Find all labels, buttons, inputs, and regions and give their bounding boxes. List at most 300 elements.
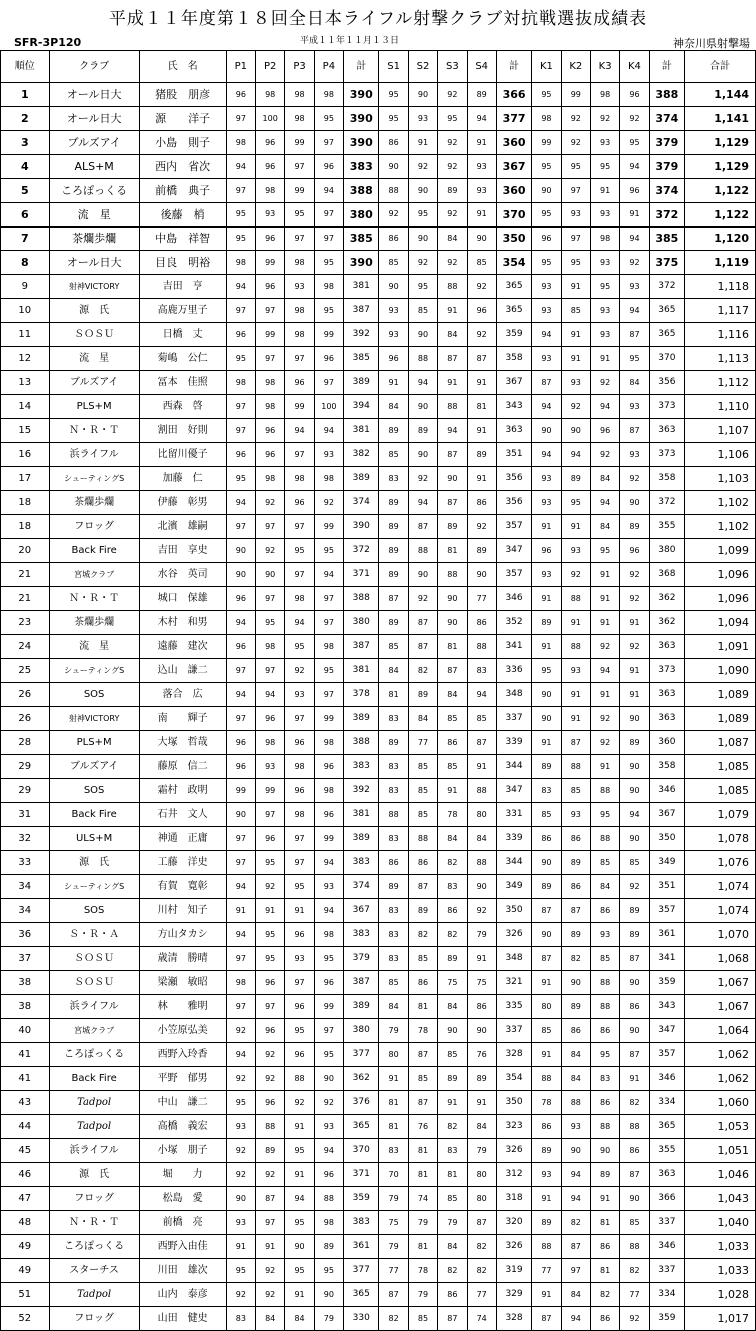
standing-score-cell: 91 — [467, 131, 496, 155]
prone-score-cell: 88 — [314, 1187, 343, 1211]
kneeling-score-cell: 91 — [532, 1043, 561, 1067]
standing-total-cell: 354 — [496, 251, 531, 275]
name-cell: 小塚 朋子 — [139, 1139, 226, 1163]
prone-score-cell: 91 — [285, 899, 314, 923]
table-row — [1, 395, 756, 419]
column-header: S3 — [438, 51, 467, 83]
prone-score-cell: 99 — [226, 779, 255, 803]
rank-cell: 36 — [1, 923, 50, 947]
standing-score-cell: 79 — [379, 1235, 408, 1259]
prone-score-cell: 90 — [285, 1235, 314, 1259]
column-header: 順位 — [1, 51, 50, 83]
kneeling-score-cell: 83 — [532, 779, 561, 803]
kneeling-score-cell: 93 — [532, 563, 561, 587]
standing-total-cell: 354 — [496, 1067, 531, 1091]
kneeling-score-cell: 95 — [532, 155, 561, 179]
kneeling-score-cell: 95 — [561, 491, 590, 515]
name-cell: 目良 明裕 — [139, 251, 226, 275]
grand-total-cell: 1,087 — [685, 731, 756, 755]
kneeling-score-cell: 93 — [561, 659, 590, 683]
name-cell: 堀 力 — [139, 1163, 226, 1187]
kneeling-score-cell: 92 — [620, 563, 649, 587]
prone-total-cell: 361 — [344, 1235, 379, 1259]
prone-score-cell: 93 — [226, 1115, 255, 1139]
name-cell: 藤原 信二 — [139, 755, 226, 779]
prone-score-cell: 96 — [256, 275, 285, 299]
standing-score-cell: 82 — [438, 1259, 467, 1283]
prone-score-cell: 99 — [256, 779, 285, 803]
kneeling-score-cell: 95 — [590, 539, 619, 563]
kneeling-total-cell: 363 — [649, 707, 684, 731]
kneeling-score-cell: 87 — [620, 1163, 649, 1187]
standing-score-cell: 80 — [467, 803, 496, 827]
kneeling-score-cell: 92 — [590, 635, 619, 659]
prone-total-cell: 370 — [344, 1139, 379, 1163]
club-cell: 流 星 — [49, 635, 139, 659]
standing-score-cell: 89 — [379, 419, 408, 443]
table-row — [1, 1115, 756, 1139]
grand-total-cell: 1,028 — [685, 1283, 756, 1307]
table-row — [1, 851, 756, 875]
kneeling-score-cell: 97 — [561, 1259, 590, 1283]
prone-score-cell: 97 — [314, 683, 343, 707]
prone-score-cell: 92 — [256, 1259, 285, 1283]
standing-total-cell: 329 — [496, 1283, 531, 1307]
column-header: S2 — [408, 51, 437, 83]
club-cell: 浜ライフル — [49, 443, 139, 467]
name-cell: 平野 郁男 — [139, 1067, 226, 1091]
prone-score-cell: 98 — [314, 467, 343, 491]
grand-total-cell: 1,116 — [685, 323, 756, 347]
prone-score-cell: 96 — [285, 731, 314, 755]
name-cell: 比留川優子 — [139, 443, 226, 467]
name-cell: 前橋 典子 — [139, 179, 226, 203]
prone-score-cell: 95 — [226, 347, 255, 371]
standing-score-cell: 93 — [379, 299, 408, 323]
prone-score-cell: 96 — [285, 1043, 314, 1067]
prone-score-cell: 95 — [285, 1211, 314, 1235]
standing-score-cell: 95 — [379, 107, 408, 131]
standing-score-cell: 94 — [438, 419, 467, 443]
kneeling-total-cell: 363 — [649, 1163, 684, 1187]
kneeling-score-cell: 89 — [620, 515, 649, 539]
prone-score-cell: 92 — [256, 491, 285, 515]
column-header: 計 — [496, 51, 531, 83]
prone-score-cell: 99 — [256, 323, 285, 347]
kneeling-score-cell: 91 — [590, 755, 619, 779]
grand-total-cell: 1,096 — [685, 563, 756, 587]
standing-score-cell: 85 — [467, 707, 496, 731]
standing-score-cell: 87 — [408, 611, 437, 635]
rank-cell: 45 — [1, 1139, 50, 1163]
prone-score-cell: 92 — [314, 491, 343, 515]
standing-score-cell: 89 — [438, 179, 467, 203]
kneeling-total-cell: 362 — [649, 611, 684, 635]
standing-score-cell: 86 — [379, 851, 408, 875]
standing-total-cell: 348 — [496, 947, 531, 971]
standing-total-cell: 357 — [496, 515, 531, 539]
standing-total-cell: 367 — [496, 155, 531, 179]
prone-score-cell: 93 — [256, 755, 285, 779]
standing-score-cell: 90 — [438, 587, 467, 611]
prone-score-cell: 96 — [256, 155, 285, 179]
prone-score-cell: 97 — [226, 395, 255, 419]
prone-total-cell: 359 — [344, 1187, 379, 1211]
prone-score-cell: 98 — [226, 251, 255, 275]
standing-score-cell: 84 — [438, 827, 467, 851]
kneeling-score-cell: 92 — [561, 395, 590, 419]
grand-total-cell: 1,070 — [685, 923, 756, 947]
standing-score-cell: 89 — [467, 539, 496, 563]
grand-total-cell: 1,119 — [685, 251, 756, 275]
rank-cell: 5 — [1, 179, 50, 203]
prone-score-cell: 98 — [256, 731, 285, 755]
prone-score-cell: 97 — [314, 131, 343, 155]
table-row — [1, 659, 756, 683]
kneeling-score-cell: 91 — [620, 659, 649, 683]
table-row — [1, 491, 756, 515]
standing-score-cell: 89 — [379, 731, 408, 755]
prone-score-cell: 96 — [314, 347, 343, 371]
grand-total-cell: 1,112 — [685, 371, 756, 395]
standing-score-cell: 94 — [408, 371, 437, 395]
table-row — [1, 1211, 756, 1235]
kneeling-total-cell: 351 — [649, 875, 684, 899]
standing-score-cell: 85 — [438, 707, 467, 731]
standing-score-cell: 82 — [467, 1259, 496, 1283]
prone-score-cell: 97 — [314, 227, 343, 251]
grand-total-cell: 1,118 — [685, 275, 756, 299]
prone-score-cell: 100 — [314, 395, 343, 419]
rank-cell: 9 — [1, 275, 50, 299]
standing-score-cell: 85 — [408, 947, 437, 971]
prone-total-cell: 383 — [344, 923, 379, 947]
club-cell: ころぽっくる — [49, 1043, 139, 1067]
prone-score-cell: 95 — [256, 851, 285, 875]
prone-score-cell: 92 — [256, 1283, 285, 1307]
name-cell: 山田 健史 — [139, 1307, 226, 1331]
kneeling-score-cell: 93 — [532, 275, 561, 299]
kneeling-total-cell: 356 — [649, 371, 684, 395]
kneeling-score-cell: 90 — [620, 755, 649, 779]
standing-score-cell: 90 — [438, 1019, 467, 1043]
standing-score-cell: 83 — [379, 1139, 408, 1163]
kneeling-score-cell: 95 — [532, 659, 561, 683]
kneeling-total-cell: 359 — [649, 1307, 684, 1331]
kneeling-total-cell: 360 — [649, 731, 684, 755]
kneeling-score-cell: 93 — [532, 491, 561, 515]
table-row — [1, 1283, 756, 1307]
prone-score-cell: 96 — [256, 707, 285, 731]
standing-score-cell: 87 — [408, 1091, 437, 1115]
grand-total-cell: 1,141 — [685, 107, 756, 131]
standing-score-cell: 92 — [467, 275, 496, 299]
kneeling-score-cell: 86 — [590, 1235, 619, 1259]
standing-score-cell: 70 — [379, 1163, 408, 1187]
prone-score-cell: 94 — [226, 923, 255, 947]
prone-score-cell: 95 — [226, 467, 255, 491]
kneeling-total-cell: 366 — [649, 1187, 684, 1211]
table-row — [1, 419, 756, 443]
kneeling-score-cell: 88 — [590, 1115, 619, 1139]
standing-score-cell: 81 — [408, 1235, 437, 1259]
standing-score-cell: 95 — [379, 83, 408, 107]
table-row — [1, 347, 756, 371]
standing-score-cell: 91 — [467, 467, 496, 491]
club-cell: フロッグ — [49, 515, 139, 539]
kneeling-score-cell: 89 — [620, 899, 649, 923]
prone-score-cell: 89 — [256, 1139, 285, 1163]
standing-total-cell: 358 — [496, 347, 531, 371]
standing-score-cell: 83 — [467, 659, 496, 683]
name-cell: 水谷 英司 — [139, 563, 226, 587]
standing-score-cell: 80 — [467, 1163, 496, 1187]
standing-total-cell: 343 — [496, 395, 531, 419]
standing-score-cell: 79 — [408, 1211, 437, 1235]
club-cell: Tadpol — [49, 1091, 139, 1115]
prone-score-cell: 98 — [285, 467, 314, 491]
kneeling-score-cell: 88 — [620, 1115, 649, 1139]
grand-total-cell: 1,046 — [685, 1163, 756, 1187]
prone-total-cell: 383 — [344, 1211, 379, 1235]
kneeling-total-cell: 372 — [649, 275, 684, 299]
standing-score-cell: 89 — [438, 515, 467, 539]
name-cell: 高橋 義宏 — [139, 1115, 226, 1139]
kneeling-score-cell: 95 — [561, 155, 590, 179]
prone-score-cell: 91 — [285, 1115, 314, 1139]
kneeling-score-cell: 94 — [532, 395, 561, 419]
rank-cell: 21 — [1, 587, 50, 611]
standing-score-cell: 86 — [438, 731, 467, 755]
prone-score-cell: 93 — [226, 1211, 255, 1235]
kneeling-total-cell: 346 — [649, 779, 684, 803]
club-cell: ブルズアイ — [49, 371, 139, 395]
kneeling-score-cell: 87 — [620, 947, 649, 971]
prone-total-cell: 387 — [344, 971, 379, 995]
standing-score-cell: 88 — [379, 803, 408, 827]
kneeling-score-cell: 97 — [561, 179, 590, 203]
rank-cell: 46 — [1, 1163, 50, 1187]
grand-total-cell: 1,122 — [685, 179, 756, 203]
kneeling-score-cell: 87 — [532, 371, 561, 395]
club-cell: 射神VICTORY — [49, 707, 139, 731]
prone-score-cell: 97 — [285, 227, 314, 251]
table-row — [1, 179, 756, 203]
rank-cell: 51 — [1, 1283, 50, 1307]
standing-score-cell: 82 — [467, 1235, 496, 1259]
prone-total-cell: 390 — [344, 107, 379, 131]
prone-total-cell: 392 — [344, 779, 379, 803]
prone-score-cell: 84 — [285, 1307, 314, 1331]
name-cell: 川村 知子 — [139, 899, 226, 923]
rank-cell: 20 — [1, 539, 50, 563]
club-cell: スターチス — [49, 1259, 139, 1283]
kneeling-score-cell: 91 — [620, 1067, 649, 1091]
grand-total-cell: 1,076 — [685, 851, 756, 875]
kneeling-score-cell: 88 — [532, 1235, 561, 1259]
prone-score-cell: 99 — [314, 323, 343, 347]
club-cell: 流 星 — [49, 347, 139, 371]
kneeling-score-cell: 92 — [620, 875, 649, 899]
prone-total-cell: 376 — [344, 1091, 379, 1115]
standing-total-cell: 344 — [496, 851, 531, 875]
kneeling-score-cell: 96 — [590, 419, 619, 443]
prone-score-cell: 95 — [285, 875, 314, 899]
kneeling-score-cell: 91 — [590, 587, 619, 611]
prone-score-cell: 97 — [285, 971, 314, 995]
club-cell: シューティングS — [49, 875, 139, 899]
kneeling-score-cell: 91 — [590, 563, 619, 587]
prone-score-cell: 94 — [285, 611, 314, 635]
name-cell: 木村 和男 — [139, 611, 226, 635]
standing-total-cell: 359 — [496, 323, 531, 347]
rank-cell: 15 — [1, 419, 50, 443]
standing-score-cell: 85 — [408, 1307, 437, 1331]
standing-score-cell: 87 — [438, 491, 467, 515]
standing-score-cell: 91 — [467, 203, 496, 227]
prone-score-cell: 98 — [314, 731, 343, 755]
standing-total-cell: 357 — [496, 563, 531, 587]
prone-score-cell: 99 — [256, 251, 285, 275]
kneeling-score-cell: 93 — [590, 203, 619, 227]
kneeling-score-cell: 90 — [532, 179, 561, 203]
standing-score-cell: 81 — [379, 683, 408, 707]
prone-score-cell: 95 — [226, 1259, 255, 1283]
standing-total-cell: 339 — [496, 827, 531, 851]
standing-score-cell: 90 — [379, 155, 408, 179]
rank-cell: 17 — [1, 467, 50, 491]
kneeling-score-cell: 86 — [532, 827, 561, 851]
prone-score-cell: 95 — [226, 203, 255, 227]
table-row — [1, 1235, 756, 1259]
rank-cell: 1 — [1, 83, 50, 107]
prone-score-cell: 93 — [314, 443, 343, 467]
prone-total-cell: 383 — [344, 755, 379, 779]
standing-score-cell: 82 — [438, 1115, 467, 1139]
column-header: K2 — [561, 51, 590, 83]
column-header: 計 — [344, 51, 379, 83]
standing-score-cell: 74 — [408, 1187, 437, 1211]
standing-score-cell: 86 — [408, 971, 437, 995]
prone-score-cell: 96 — [285, 491, 314, 515]
standing-score-cell: 79 — [379, 1019, 408, 1043]
grand-total-cell: 1,060 — [685, 1091, 756, 1115]
prone-score-cell: 92 — [226, 1067, 255, 1091]
kneeling-score-cell: 90 — [561, 1139, 590, 1163]
kneeling-score-cell: 91 — [561, 707, 590, 731]
standing-total-cell: 348 — [496, 683, 531, 707]
prone-score-cell: 96 — [314, 755, 343, 779]
standing-score-cell: 84 — [438, 323, 467, 347]
prone-total-cell: 381 — [344, 419, 379, 443]
rank-cell: 13 — [1, 371, 50, 395]
grand-total-cell: 1,040 — [685, 1211, 756, 1235]
club-cell: ブルズアイ — [49, 131, 139, 155]
kneeling-score-cell: 93 — [532, 347, 561, 371]
rank-cell: 38 — [1, 995, 50, 1019]
standing-score-cell: 84 — [467, 1115, 496, 1139]
rank-cell: 41 — [1, 1043, 50, 1067]
standing-score-cell: 90 — [467, 875, 496, 899]
standing-score-cell: 87 — [438, 659, 467, 683]
kneeling-score-cell: 93 — [620, 275, 649, 299]
standing-total-cell: 335 — [496, 995, 531, 1019]
prone-score-cell: 95 — [285, 1019, 314, 1043]
standing-total-cell: 365 — [496, 299, 531, 323]
standing-score-cell: 90 — [379, 275, 408, 299]
kneeling-score-cell: 94 — [561, 1163, 590, 1187]
grand-total-cell: 1,096 — [685, 587, 756, 611]
kneeling-score-cell: 94 — [620, 227, 649, 251]
grand-total-cell: 1,068 — [685, 947, 756, 971]
kneeling-score-cell: 90 — [532, 707, 561, 731]
kneeling-score-cell: 85 — [590, 851, 619, 875]
kneeling-total-cell: 343 — [649, 995, 684, 1019]
prone-score-cell: 84 — [256, 1307, 285, 1331]
prone-score-cell: 96 — [314, 155, 343, 179]
kneeling-score-cell: 91 — [532, 587, 561, 611]
kneeling-score-cell: 98 — [590, 227, 619, 251]
prone-score-cell: 99 — [285, 131, 314, 155]
table-row — [1, 1019, 756, 1043]
grand-total-cell: 1,085 — [685, 779, 756, 803]
prone-total-cell: 387 — [344, 299, 379, 323]
standing-total-cell: 321 — [496, 971, 531, 995]
prone-score-cell: 90 — [226, 803, 255, 827]
prone-score-cell: 96 — [226, 731, 255, 755]
prone-score-cell: 87 — [256, 1187, 285, 1211]
standing-score-cell: 88 — [467, 635, 496, 659]
standing-score-cell: 89 — [379, 611, 408, 635]
kneeling-score-cell: 88 — [590, 971, 619, 995]
standing-total-cell: 326 — [496, 923, 531, 947]
prone-score-cell: 95 — [285, 1259, 314, 1283]
prone-score-cell: 96 — [226, 443, 255, 467]
rank-cell: 10 — [1, 299, 50, 323]
grand-total-cell: 1,107 — [685, 419, 756, 443]
standing-score-cell: 91 — [467, 1091, 496, 1115]
kneeling-score-cell: 95 — [590, 803, 619, 827]
name-cell: 歳清 勝晴 — [139, 947, 226, 971]
kneeling-score-cell: 90 — [561, 419, 590, 443]
table-row — [1, 587, 756, 611]
prone-score-cell: 83 — [226, 1307, 255, 1331]
standing-score-cell: 85 — [408, 755, 437, 779]
name-cell: 後藤 梢 — [139, 203, 226, 227]
kneeling-score-cell: 77 — [532, 1259, 561, 1283]
kneeling-score-cell: 91 — [620, 683, 649, 707]
standing-total-cell: 347 — [496, 539, 531, 563]
prone-score-cell: 95 — [314, 299, 343, 323]
standing-score-cell: 92 — [408, 467, 437, 491]
standing-total-cell: 331 — [496, 803, 531, 827]
kneeling-score-cell: 91 — [590, 179, 619, 203]
kneeling-score-cell: 89 — [532, 1139, 561, 1163]
prone-score-cell: 98 — [285, 755, 314, 779]
column-header: 合計 — [685, 51, 756, 83]
kneeling-score-cell: 91 — [561, 683, 590, 707]
kneeling-score-cell: 92 — [620, 251, 649, 275]
club-cell: SOS — [49, 899, 139, 923]
standing-score-cell: 83 — [438, 1139, 467, 1163]
prone-score-cell: 97 — [226, 179, 255, 203]
standing-score-cell: 87 — [408, 515, 437, 539]
grand-total-cell: 1,129 — [685, 131, 756, 155]
standing-score-cell: 81 — [438, 1163, 467, 1187]
prone-score-cell: 97 — [226, 707, 255, 731]
kneeling-score-cell: 92 — [620, 635, 649, 659]
standing-score-cell: 87 — [467, 731, 496, 755]
